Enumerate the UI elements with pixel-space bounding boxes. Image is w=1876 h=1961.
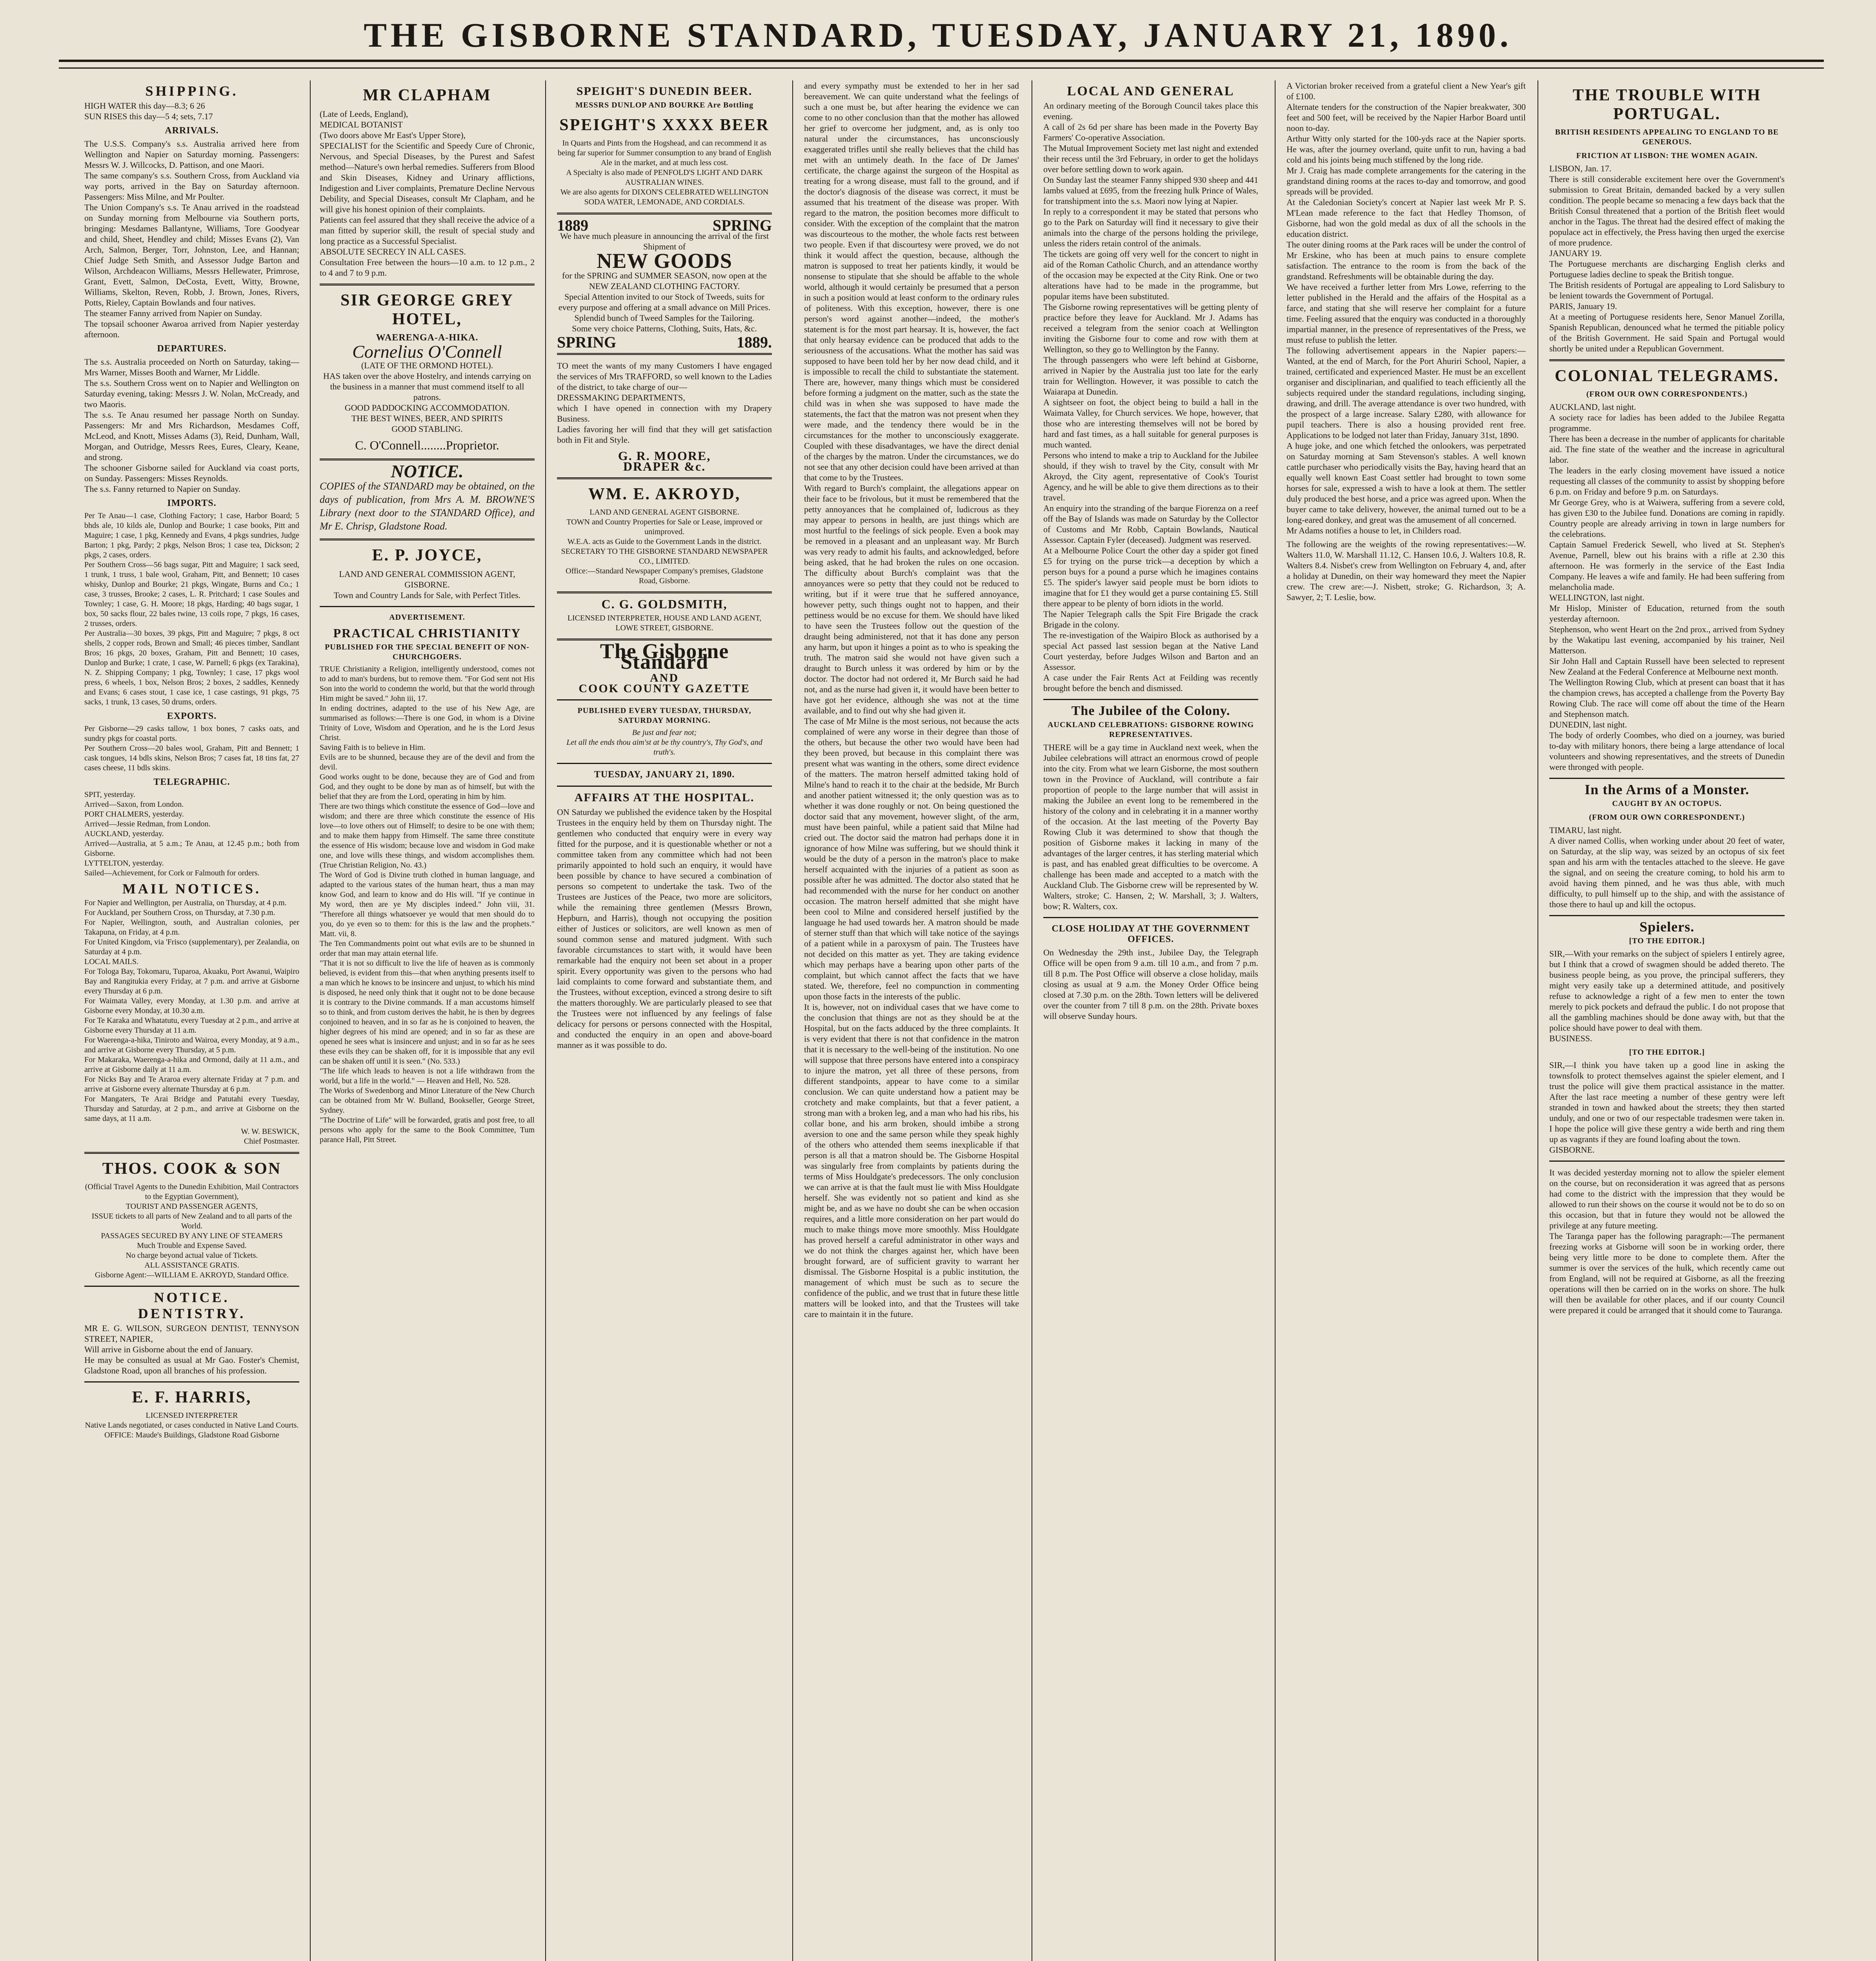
column-local-news bbox=[1043, 80, 1258, 1961]
grey-hotel-location: WAERENGA-A-HIKA. bbox=[376, 333, 479, 343]
divider bbox=[557, 699, 772, 700]
speight-text: In Quarts and Pints from the Hogshead, and can recommend it as being far superior for Summer consumption to any brand of English Ale in the market, and at much less cost. A Specialty is also made of PENFOLD'S LIGHT AND DARK AUSTRALIAN WINES. We are also agents for DIXON'S CELEBRATED WELLINGTON SODA WATER, LEMONADE, AND CORDIALS. bbox=[557, 139, 772, 206]
dressmaking-text: TO meet the wants of my many Customers I have engaged the services of Mrs TRAFFORD, so well known to the Ladies of the district, to take charge of our— DRESSMAKING DEPARTMENTS, which I have opened in connection with my Drapery Business. Ladies favoring her will find that they will get satisfaction both in Fit and Style. bbox=[557, 361, 772, 445]
telegraphic-text: SPIT, yesterday. Arrived—Saxon, from London. PORT CHALMERS, yesterday. Arrived—Jessie Redman, from London. AUCKLAND, yesterday. Arrived—Australia, at 5 a.m.; Te Anau, at 12.45 p.m.; both from Gisborne. LYTTELTON, yesterday. Sailed—Achievement, for Cork or Falmouth for orders. bbox=[84, 790, 299, 877]
masthead-rule-thin bbox=[59, 67, 1824, 69]
column-divider bbox=[545, 80, 546, 1961]
mail-signature: W. W. BESWICK, Chief Postmaster. bbox=[241, 1127, 299, 1146]
speight-brand: SPEIGHT'S XXXX BEER bbox=[559, 116, 770, 134]
tides: HIGH WATER this day—8.3; 6 26 SUN RISES this day—5 4; sets, 7.17 bbox=[84, 101, 213, 121]
column-ads-editorial bbox=[557, 80, 772, 1961]
jubilee-crews-text: The following are the weights of the rowing representatives:—W. Walters 11.0, W. Marshall 11.12, C. Hansen 10.6, J. Walters 10.8, R. Walters 8.4. Nisbet's crew from Wellington on February 4, and, after a holiday at Dunedin, on their way homeward they meet the Napier crew. The crew are:—J. Nisbett, stroke; G. Richardson, 3; A. Sawyer, 2; T. Leslie, bow. bbox=[1286, 539, 1526, 602]
divider bbox=[1043, 917, 1258, 918]
column-divider bbox=[1275, 80, 1276, 1961]
speight-heading: SPEIGHT'S DUNEDIN BEER. bbox=[576, 85, 753, 98]
jubilee-heading: The Jubilee of the Colony. bbox=[1071, 704, 1230, 718]
departures-text: The s.s. Australia proceeded on North on Saturday, taking—Mrs Warner, Misses Booth and Warner, Mr Liddle. The s.s. Southern Cross went on to Napier and Wellington on Saturday evening, taking: Messrs J. W. Nolan, McCready, and two Maoris. The s.s. Te Anau resumed her passage North on Sunday. Passengers: Mr and Mrs Richardson, Mesdames Coff, McLeod, and Knott, Misses Adams (3), Reid, Dunham, Wall, Morgan, and Outridge, Messrs Rees, Eures, Cleary, Keane, and strong. The schooner Gisborne sailed for Auckland via coast ports, on Sunday. Passengers: Misses Reynolds. The s.s. Fanny returned to Napier on Sunday. bbox=[84, 357, 299, 494]
harris-text: LICENSED INTERPRETER Native Lands negotiated, or cases conducted in Native Land Courts. OFFICE: Maude's Buildings, Gladstone Road Gisborne bbox=[85, 1411, 299, 1439]
season-footer-name: SPRING bbox=[557, 333, 617, 351]
portugal-text: LISBON, Jan. 17. There is still considerable excitement here over the Government's submission to Great Britain, demanded backed by a very sullen condition. The people became so menacing a few days back that the British Consul threatened that a portion of the British fleet would anchor in the Tagus. The threat had the desired effect of making the populace act in effectively, the Press having then urged the exercise of more prudence. JANUARY 19. The Portuguese merchants are discharging English clerks and Portuguese ladies decline to speak the British tongue. The British residents of Portugal are appealing to Lord Salisbury to be lenient towards the Government of Portugal. PARIS, January 19. At a meeting of Portuguese residents here, Senor Manuel Zorilla, Spanish Republican, denounced what he termed the pitiable policy of the British Government. He said Spain and Portugal would shortly be united under a Republican Government. bbox=[1549, 164, 1785, 353]
portugal-subheading: BRITISH RESIDENTS APPEALING TO ENGLAND TO BE GENEROUS. bbox=[1555, 128, 1779, 146]
spielers-heading: Spielers. bbox=[1639, 919, 1694, 935]
exports-text: Per Gisborne—29 casks tallow, 1 box bones, 7 casks oats, and sundry pkgs for coastal ports. Per Southern Cross—20 bales wool, Graham, Pitt and Bennett; 1 cask tongues, 14 bdls skins, Nelson Bros; 7 cases fat, 18 tins fat, 27 cases cheese, 11 bdls skins. bbox=[84, 724, 299, 772]
divider bbox=[557, 353, 772, 355]
jubilee-text: THERE will be a gay time in Auckland next week, when the Jubilee celebrations will attract an enormous crowd of people into the city. From what we learn Gisborne, the most southern town in the Province of Auckland, will contribute a fair proportion of people to the large number that will assist in making the Jubilee an event long to be remembered in the history of the colony and in celebrating it in a manner worthy of the occasion. At the last meeting of the Poverty Bay Rowing Club it was determined to show that though the position of Gisborne makes it lacking in many of the advantages of the larger centres, it has sterling material which is past, and has enabled great difficulties to be overcome. A challenge has been made and accepted to a match with the Auckland Club. The Gisborne crew will be represented by W. Walters, stroke; C. Hansen, 2; W. Marshall, 3; J. Walters, bow; R. Walters, cox. bbox=[1043, 742, 1258, 911]
divider bbox=[557, 591, 772, 593]
editor-label: [TO THE EDITOR.] bbox=[1629, 937, 1705, 945]
clapham-heading: MR CLAPHAM bbox=[363, 86, 491, 104]
clapham-text: (Late of Leeds, England), MEDICAL BOTANIST (Two doors above Mr East's Upper Store), SPECIALIST for the Scientific and Speedy Cure of Chronic, Nervous, and Special Diseases, by the Purest and Safest method—Nature's own herbal remedies. Sufferers from Blood and Skin Diseases, Kidney and Urinary afflictions, Indigestion and Liver complaints, Premature Decline Nervous Debility, and Special Diseases, consult Mr Clapham, and he will give his honest opinion of their complaints. Patients can feel assured that they shall receive the advice of a man fitted by superior skill, the result of special study and long practice as a Successful Specialist. ABSOLUTE SECRECY IN ALL CASES. Consultation Free between the hours—10 a.m. to 12 p.m., 2 to 4 and 7 to 9 p.m. bbox=[320, 109, 535, 278]
cook-title: THOS. COOK & SON bbox=[102, 1160, 282, 1178]
christianity-text: TRUE Christianity a Religion, intelligently understood, comes not to add to man's burdens, but to remove them. "For God sent not His Son into the world to condemn the world, but that the world through Him might be saved." John iii, 17. In ending doctrines, adapted to the use of his New Age, are summarised as follows:—There is one God, in whom is a Divine Trinity of Love, Wisdom and Operation, and he is the Lord Jesus Christ. Saving Faith is to believe in Him. Evils are to be shunned, because they are of the devil and from the devil. Good works ought to be done, because they are of God and from God, and they ought to be done by man as of himself, but with the belief that they are from the Lord, operating in him by him. There are two things which constitute the essence of God—love and wisdom; and there are three which constitute the essence of His love—to love others out of Himself; to desire to be one with them; and to make them happy from Himself. The same three constitute the essence of His wisdom; because love and wisdom in God make one, and love wills these things, and wisdom accomplishes them. (True Christian Religion, No. 43.) The Word of God is Divine truth clothed in human language, and adapted to the various states of the human heart, thus a man may know God, and learn to know and do His will. "If ye continue in My word, then are ye My disciples indeed." John viii, 31. "Therefore all things whatsoever ye would that men should do to you, do ye even so to them: for this is the law and the prophets." Matt. vii, 8. The Ten Commandments point out what evils are to be shunned in order that man may attain eternal life. "That it is not so difficult to live the life of heaven as is commonly believed, is evident from this—that when anything presents itself to a man which he knows to be insincere and unjust, to which his mind is disposed, he need only think that it ought not to be done because it is contrary to the Divine commands. If a man accustoms himself so to think, and from custom derives the habit, he is then by degrees conjoined to heaven, and in so far as he is conjoined to heaven, the higher degrees of his mind are opened; and in so far as these are opened he sees what is insincere and unjust; and in so far as he sees these evils they can be shaken off, for it is impossible that any evil can be shaken off until it is seen." (No. 533.) "The life which leads to heaven is not a life withdrawn from the world, but a life in the world." — Heaven and Hell, No. 528. The Works of Swedenborg and Minor Literature of the New Church can be obtained from Mr W. Bulland, Bookseller, George Street, Sydney. "The Doctrine of Life" will be forwarded, gratis and post free, to all persons who apply for the same to the Book Committee, Tum parance Hall, Pitt Street. bbox=[320, 665, 535, 1144]
mail-heading: MAIL NOTICES. bbox=[122, 881, 262, 897]
monster-subheading-2: (FROM OUR OWN CORRESPONDENT.) bbox=[1589, 813, 1745, 822]
departures-heading: DEPARTURES. bbox=[157, 344, 227, 354]
christianity-subheading: PUBLISHED FOR THE SPECIAL BENEFIT OF NON-CHURCHGOERS. bbox=[325, 643, 530, 661]
divider bbox=[1549, 915, 1785, 916]
joyce-heading: E. P. JOYCE, bbox=[372, 546, 482, 564]
jubilee-subheading: AUCKLAND CELEBRATIONS: GISBORNE ROWING REPRESENTATIVES. bbox=[1047, 720, 1254, 739]
column-divider bbox=[792, 80, 793, 1961]
divider bbox=[84, 1152, 299, 1154]
spielers-letter: SIR,—With your remarks on the subject of spielers I entirely agree, but I think that a crowd of swagmen should be added thereto. The business people being, as you prove, the principal sufferers, they might very easily take up a determined attitude, and positively refuse to acknowledge a right of a few men to enter the town merely to pick pockets and defraud the public. I do not propose that all the gambling machines should be done away with, but that the police should have power to deal with them. BUSINESS. bbox=[1549, 949, 1785, 1043]
divider bbox=[1043, 699, 1258, 700]
divider bbox=[1549, 1161, 1785, 1162]
dentistry-text: MR E. G. WILSON, SURGEON DENTIST, TENNYSON STREET, NAPIER, Will arrive in Gisborne about the end of January. He may be consulted as usual at Mr Gao. Foster's Chemist, Gladstone Road, upon all branches of his profession. bbox=[84, 1323, 299, 1375]
speight-subheading: MESSRS DUNLOP AND BOURKE Are Bottling bbox=[575, 101, 753, 109]
imports-text: Per Te Anau—1 case, Clothing Factory; 1 case, Harbor Board; 5 bhds ale, 10 kilds ale, Dunlop and Bourke; 1 case books, Pitt and Maguire; 1 case, 1 pkg, Kennedy and Evans, 4 pkgs sundries, Judge Barton; 1 pkg, Pardy; 2 pkgs, Nelson Bros; 1 case tea, Dickson; 2 pkgs, 2 cases, orders. Per Southern Cross—56 bags sugar, Pitt and Maguire; 1 sack seed, 1 trunk, 1 truss, 1 bale wool, Graham, Pitt, and Bennett; 10 cases whisky, Dunlop and Bourke; 21 pkgs, Wingate, Burns and Co.; 1 case, 3 trusses, Brooke; 2 cases, L. R. Pritchard; 1 case Soules and Townley; 1 case, G. H. Moore; 18 pkgs, Harding; 40 bags sugar, 1 box, 50 sacks flour, 22 bales twine, 13 coils rope, 7 pkgs, 16 cases, 2 trusses, orders. Per Australia—30 boxes, 39 pkgs, Pitt and Maguire; 7 pkgs, 8 oct shells, 2 copper rods, Brown and Small; 46 pieces timber, Sandlant Bros; 16 pkgs, 20 boxes, Graham, Pitt and Bennett; 10 cases, Dunlop and Burke; 1 crate, 1 case, W. Parnell; 6 pkgs (ex Tarakina), N. Z. Shipping Company; 1 pkg, Townley; 1 case, 17 pkgs wool press, 6 wheels, 1 box, Nelson Bros; 2 boxes, 2 saddles, Kennedy and Evans; 6 cases stout, 1 case ice, 1 case castings, 91 pkgs, 75 sacks, 1 trunk, 13 cases, 50 drums, orders. bbox=[84, 511, 299, 706]
divider bbox=[320, 538, 535, 540]
joyce-text: LAND AND GENERAL COMMISSION AGENT, GISBORNE. Town and Country Lands for Sale, with Perfect Titles. bbox=[333, 569, 521, 600]
local-heading: LOCAL AND GENERAL bbox=[1067, 84, 1235, 98]
shipping-heading: SHIPPING. bbox=[145, 83, 238, 99]
paper-title: The Gisborne Standard bbox=[600, 639, 729, 673]
colonial-heading: COLONIAL TELEGRAMS. bbox=[1554, 367, 1779, 385]
exports-heading: EXPORTS. bbox=[167, 711, 217, 721]
new-goods-title: NEW GOODS bbox=[597, 249, 732, 273]
grey-hotel-heading: SIR GEORGE GREY HOTEL, bbox=[340, 291, 514, 328]
column-telegrams bbox=[1549, 80, 1785, 1961]
notice-text: COPIES of the STANDARD may be obtained, on the days of publication, from Mrs A. M. BROWNE'S Library (next door to the STANDARD Office), and Mr E. Chrisp, Gladstone Road. bbox=[320, 480, 535, 532]
divider bbox=[1549, 778, 1785, 779]
arrivals-heading: ARRIVALS. bbox=[165, 126, 219, 136]
akroyd-text: LAND AND GENERAL AGENT GISBORNE. TOWN and Country Properties for Sale or Lease, improved or unimproved. W.E.A. acts as Guide to the Government Lands in the district. SECRETARY TO THE GISBORNE STANDARD NEWSPAPER CO., LIMITED. Office:—Standard Newspaper Company's premises, Gladstone Road, Gisborne. bbox=[561, 508, 768, 585]
monster-heading: In the Arms of a Monster. bbox=[1585, 782, 1749, 797]
divider bbox=[1549, 359, 1785, 361]
notice-heading: NOTICE. bbox=[154, 1290, 230, 1305]
divider bbox=[320, 606, 535, 607]
colonial-subheading: (FROM OUR OWN CORRESPONDENTS.) bbox=[1586, 390, 1748, 398]
portugal-heading: THE TROUBLE WITH PORTUGAL. bbox=[1572, 86, 1761, 123]
hospital-article: ON Saturday we published the evidence taken by the Hospital Trustees in the enquiry held by them on Thursday night. The gentlemen who conducted that enquiry were in every way fitted for the purpose, and it is questionable whether or not a committee taken from any committee which had not been primarily appointed to hold such an enquiry, it would have been possible by chance to have secured a combination of persons so competent to undertake the task. Two of the Trustees are Justices of the Peace, two more are solicitors, while the remaining three gentlemen (Messrs Brown, Hepburn, and Harris), though not occupying the position either of Justices or solicitors, are well known as men of sound common sense and matured judgment. With such favorable circumstances to start with, it would have been remarkable had the enquiry not been set about in a proper spirit. Every opportunity was given to the persons who had laid complaints to come forward and substantiate them, and the Trustees, without exception, evinced a strong desire to sift the matters thoroughly. We are particularly pleased to see that the Trustees were not influenced by any feelings of false delicacy for persons or persons connected with the Hospital, and conducted the enquiry in an open and above-board manner as it was possible to do. bbox=[557, 807, 772, 1050]
victorian-text: A Victorian broker received from a grateful client a New Year's gift of £100. Alternate tenders for the construction of the Napier breakwater, 300 feet and 500 feet, will be received by the Napier Harbor Board until noon to-day. Arthur Witty only started for the 100-yds race at the Napier sports. He was, after the journey overland, quite unfit to run, having a bad cold and his joints being much stiffened by the long ride. Mr J. Craig has made complete arrangements for the catering in the grandstand dining rooms at the races to-day and tomorrow, and good spreads will be provided. At the Caledonian Society's concert at Napier last week Mr P. S. M'Lean made reference to the fact that Hedley Thomson, of Gisborne, had won the gold medal as dux of all the schools in the education district. The outer dining rooms at the Park races will be under the control of Mr Erskine, who has been at much pains to ensure complete satisfaction. The entrance to the room is from the back of the grandstand. Refreshments will be obtainable during the day. We have received a further letter from Mrs Lowe, referring to the letter published in the Herald and the affairs of the Hospital as a farce, and stating that she will reserve her complaint for a future time. Feeling assured that the enquiry was conducted in a thoroughly impartial manner, in the presence of representatives of the Press, we must refuse to publish the letter. The following advertisement appears in the Napier papers:—Wanted, at the end of March, for the Port Ahuriri School, Napier, a trained, certificated and experienced Master. He must be an excellent organiser and disciplinarian, and qualified to teach efficiently all the subjects required under the standard regulations, including singing, drawing, and drill. The average attendance is over two hundred, with the prospect of a large increase. Salary £280, with allowance for pupil teachers. There is also a housing provided rent free. Applications to be lodged not later than Friday, January 31st, 1890. A huge joke, and one which fetched the onlookers, was perpetrated on Saturday morning at Sam Stevenson's stables. A well known cattle purchaser who periodically visits the Bay, having heard that an equally well known East Coast settler had brought to town some horses for sale, expressed a wish to have a look at them. The settler duly produced the best horse, and a price was agreed upon. When the buyer came to take delivery, however, the animal turned out to be a long-eared donkey, and great was the amusement of all concerned. Mr Adams notifies a house to let, in Childers road. bbox=[1286, 81, 1526, 535]
paper-subtitle: AND COOK COUNTY GAZETTE bbox=[579, 671, 750, 695]
portugal-subheading-2: FRICTION AT LISBON: THE WOMEN AGAIN. bbox=[1576, 151, 1758, 160]
season-text: We have much pleasure in announcing the arrival of the first Shipment of bbox=[560, 231, 769, 251]
advertisement-label: ADVERTISEMENT. bbox=[389, 613, 465, 622]
divider bbox=[557, 763, 772, 764]
motto: Be just and fear not; Let all the ends thou aim'st at be thy country's, Thy God's, and truth's. bbox=[566, 728, 762, 757]
season-details: for the SPRING and SUMMER SEASON, now open at the NEW ZEALAND CLOTHING FACTORY. Special Attention invited to our Stock of Tweeds, suits for every purpose and offering at a small advance on Mill Prices. Splendid bunch of Tweed Samples for the Tailoring. Some very choice Patterns, Clothing, Suits, Hats, &c. bbox=[558, 271, 771, 333]
goldsmith-text: LICENSED INTERPRETER, HOUSE AND LAND AGENT, LOWE STREET, GISBORNE. bbox=[567, 614, 762, 632]
divider bbox=[84, 1286, 299, 1287]
grey-hotel-text: (LATE OF THE ORMOND HOTEL). HAS taken over the above Hostelry, and intends carrying on the business in a manner that must commend itself to all patrons. GOOD PADDOCKING ACCOMMODATION. THE BEST WINES, BEER, AND SPIRITS GOOD STABLING. bbox=[323, 360, 531, 434]
season-header bbox=[557, 216, 772, 234]
divider bbox=[320, 284, 535, 286]
season-footer bbox=[557, 333, 772, 351]
hospital-heading: AFFAIRS AT THE HOSPITAL. bbox=[574, 791, 755, 804]
divider bbox=[320, 458, 535, 460]
spieler-paragraph: It was decided yesterday morning not to allow the spieler element on the course, but on reconsideration it was agreed that as persons had come to the district with the impression that they would be allowed to run their shows on the course it would not be to do so on this occasion, but that in future they would not be allowed the privilege at any future meeting. The Taranga paper has the following paragraph:—The permanent freezing works at Gisborne will soon be in working order, there being very little more to be done to complete them. After the summer is over the services of the hulk, which recently came out from England, will not be required at Gisborne, as all the freezing operations will then be carried on in the works on shore. The hulk will then be available for other places, and if our county Council were prepared it could be arranged that it should come to Tauranga. bbox=[1549, 1168, 1785, 1315]
close-holiday-text: On Wednesday the 29th inst., Jubilee Day, the Telegraph Office will be open from 9 a.m. till 10 a.m., and from 7 p.m. till 8 p.m. The Post Office will observe a close holiday, mails closing as usual at 9 a.m. the Money Order Office being closed at 7.30 p.m. on the 28th. Town letters will be delivered over the counter from 7 till 8 p.m. on the 28th. Private boxes will observe Sunday hours. bbox=[1043, 948, 1258, 1021]
close-holiday-heading: CLOSE HOLIDAY AT THE GOVERNMENT OFFICES. bbox=[1052, 924, 1250, 944]
monster-subheading: CAUGHT BY AN OCTOPUS. bbox=[1612, 799, 1722, 808]
dateline: TUESDAY, JANUARY 21, 1890. bbox=[594, 769, 735, 780]
imports-heading: IMPORTS. bbox=[167, 498, 217, 508]
arrivals-text: The U.S.S. Company's s.s. Australia arrived here from Wellington and Napier on Saturday morning. Passengers: Messrs W. J. Willcocks, D. Pattison, and one Maori. The same company's s.s. Southern Cross, from Auckland via way ports, arrived in the Bay on Saturday afternoon. Passengers: Miss Milne, and Mr Poulter. The Union Company's s.s. Te Anau arrived in the roadstead on Sunday morning from Melbourne via Southern ports, bringing: Mesdames Ballantyne, Williams, Tore Goodyear and child, Sheet, Hendley and child; Misses Evans (2), Van Arch, Salmon, Berger, Torr, Johnston, Lee, and Hannan; Chief Judge Seth Smith, and Assessor Judge Barton and Wilson, Archdeacon Williams, Messrs Hellewater, Primrose, Grant, Evett, Salmon, DeCosta, Evett, Witty, Browne, Williams, Skelton, Reven, Robb, J. Brown, Jones, Rivers, Potts, Rieley, Captain Bowlands and four natives. The steamer Fanny arrived from Napier on Sunday. The topsail schooner Awaroa arrived from Napier yesterday afternoon. bbox=[84, 139, 299, 339]
divider bbox=[557, 477, 772, 479]
oconnell-name: Cornelius O'Connell bbox=[352, 342, 502, 362]
divider bbox=[84, 1381, 299, 1383]
akroyd-heading: WM. E. AKROYD, bbox=[588, 485, 741, 503]
column-local-news-2 bbox=[1286, 80, 1526, 1961]
season-name: SPRING bbox=[712, 216, 772, 234]
goldsmith-heading: C. G. GOLDSMITH, bbox=[601, 597, 728, 611]
season-footer-year: 1889. bbox=[737, 333, 772, 351]
publication-days: PUBLISHED EVERY TUESDAY, THURSDAY, SATURDAY MORNING. bbox=[577, 706, 751, 725]
column-shipping bbox=[84, 80, 299, 1961]
masthead: THE GISBORNE STANDARD, TUESDAY, JANUARY 21, 1890. bbox=[364, 16, 1512, 55]
hospital-article-continued: and every sympathy must be extended to her in her sad bereavement. We can quite understand what the feelings of such a one must be, but after hearing the evidence we can come to no other conclusion than that the mother has allowed her grief to overcome her judgment, and, as is only too natural under the circumstances, has unconsciously exaggerated trifles until she really believes that the child has met with an untimely death. In the face of Dr James' certificate, the charge against the surgeon of the Hospital as treating for a wrong disease, must fall to the ground, and if the doctor's diagnosis of the disease was correct, it must be assumed that his treatment of the disease was proper. With regard to the matron, the position becomes more difficult to consider. With the exception of the complaint that the matron was discourteous to the mother, the whole facts rest between two people. Even if that discourtesy were proved, we do not think it would affect the question, because, although the matron is supposed to treat her patients kindly, it would be nonsense to stipulate that she should be affable to the whole world, although it would certainly be presumed that a person in such a position would at least conform to the ordinary rules of politeness. With this exception, however, there is one person's word against another—indeed, the mother's statement is for the most part hearsay. It is, however, the fact that only hearsay evidence can be produced that adds to the seriousness of the accusations. What the mother has said was supposed to have been told her by her now dead child, and it is impossible to recall the child to substantiate the statement. There are, however, many things which must be considered before forming a judgment on the matter, such as the state the child was in when she was supposed to have made the statements, the fact that the matron was not present when they were made, and the tendency there would be in the circumstances for the mother to unconsciously exaggerate. Coupled with these disadvantages, we have the direct denial of the charges by the matron. Under the circumstances, we do not see that any other decision could have been arrived at than that come to by the Trustees. With regard to Burch's complaint, the allegations appear on their face to be frivolous, but it must be remembered that the petty annoyances that he complained of, ludicrous as they may appear to persons in health, are just things which are most hurtful to the feelings of sick people. Even a book may be removed in a pleasant and an unpleasant way. Mr Burch was very ready to admit his faults, and acknowledged, before being asked, that he had broken the rules on one occasion. The difficulty about Burch's complaint was that the annoyances were so petty that they could not be reduced to writing, but if it were true that he suffered annoyance, however petty, such things ought not to happen, and their pettiness would be no excuse for them. We should have liked to have seen the Trustees follow out the question of the draught being administered, not that it has done any person any harm, but upon it hinges a point as to who is speaking the truth. The matron said she would not have given such a draught to Burch unless it was ordered by him or by the doctor. The doctor had not ordered it, Mr Burch said he had not, and as the nurse had given it, it would have been better to have got her evidence, although she was not at the time available, and to find out why she had given it. The case of Mr Milne is the most serious, not because the acts complained of were any worse in their degree than those of the others, but because the other two would have been had they been proved, but because in this complaint there was present what was wanting in the others, some direct evidence of the matters. The matron herself admitted taking hold of Milne's hand to reach it to the chair at the bedside, Mr Burch and another patient witnessed it; the only question was as to whether it was done roughly or not. On being questioned the doctor said that any movement, however slight, of the arm, must have been painful, while a patient said that Milne had cried out. The doctor said the matron had perhaps done it in ignorance of how Milne was suffering, but we should think it would be the duty of a person in the matron's place to make herself acquainted with the injuries of a patient as soon as possible after he was admitted. The doctor also stated that he had recommended with the nurse for her conduct on another occasion. The matron herself admitted that she might have been cool to Milne and considered herself justified by the language he had used towards her. A matron should be made of sterner stuff than that which will take notice of the sayings of a patient while in a paroxysm of pain. The Trustees have not decided on this matter as yet. They are taking evidence which may perhaps have a bearing upon other parts of the complaint, but which cannot affect the facts that we have stated. We, therefore, feel no compunction in commenting upon those facts in the interests of the public. It is, however, not on individual cases that we have come to the conclusion that things are not as they should be at the Hospital, but on the facts adduced by the three complaints. It is very evident that there is not that confidence in the matron that it is necessary to the well-being of the institution. No one will suppose that three persons have entered into a conspiracy to injure the matron, yet all three of these persons, from different standpoints, appear to have come to a similar conclusion. We can quite understand how a patient may be crotchety and make complaints, but that a fever patient, a strong man with a broken leg, and a man who had his ribs, his collar bone, and his arm broken, should imbibe a strong aversion to one and the same person while they speak highly of the others who attended them seems inexplicable if that person is all that a matron should be. The Gisborne Hospital was singularly free from complaints by patients during the terms of Miss Houldgate's predecessors. The only conclusion we can arrive at is that the fault must lie with Miss Houldgate herself. She was evidently not so patient and kind as she might be, and as we have no doubt she can be when occasion requires, and a little more consideration on her part would do much to make things move more smoothly. Miss Houldgate has proved herself a careful administrator in other ways and we do not think the charges against her, which have been brought forward, are of sufficient gravity to warrant her dismissal. The Gisborne Hospital is a public institution, the management of which must be such as to secure the confidence of the public, and we trust that in future these little matters will be looked into, and that the Trustees will take care to maintain it in the future. bbox=[804, 81, 1019, 1319]
colonial-text: AUCKLAND, last night. A society race for ladies has been added to the Jubilee Regatta programme. There has been a decrease in the number of applicants for charitable aid. The fine state of the weather and the increase in agricultural labor. The leaders in the early closing movement have issued a notice requesting all classes of the community to assist by shopping before 6 p.m. on Friday and before 9 p.m. on Saturdays. Mr George Grey, who is at Waiwera, suffering from a severe cold, has given £30 to the Jubilee fund. Donations are coming in rapidly. Country people are already arriving in town in large numbers for the celebrations. Captain Samuel Frederick Sewell, who lived at St. Stephen's Avenue, Parnell, blew out his brains with a rifle at 2.30 this afternoon. He was formerly in the service of the East India Company. He leaves a wife and family. He had been suffering from melancholia made. WELLINGTON, last night. Mr Hislop, Minister of Education, returned from the south yesterday afternoon. Stephenson, who went Heart on the 2nd prox., arrived from Sydney by the Wakatipu last evening, accompanied by his trainer, Neil Matterson. Sir John Hall and Captain Russell have been selected to represent New Zealand at the Federal Conference at Melbourne next month. The Wellington Rowing Club, which at present can boast that it has the champion crews, has accepted a challenge from the Poverty Bay Rowing Club. The race will come off about the time of the Hearn and Stephenson match. DUNEDIN, last night. The body of orderly Coombes, who died on a journey, was buried to-day with military honors, there being a large attendance of local volunteers and showing representatives, and the streets of Dunedin were thronged with people. bbox=[1549, 402, 1785, 772]
editor-label-2: [TO THE EDITOR.] bbox=[1629, 1048, 1705, 1057]
monster-text: TIMARU, last night. A diver named Collis, when working under about 20 feet of water, on Saturday, at the slip way, was seized by an octopus of six feet span and his arm with the tentacles attached to the sleeve. He gave the signal, and on seeing the creature coming, to hold his arm to avoid having them pinned, and he was thus able, with much difficulty, to pull himself up to the ship, and with the assistance of those there to haul up and kill the octopus. bbox=[1549, 825, 1785, 909]
notice-heading: NOTICE. bbox=[391, 461, 464, 481]
divider bbox=[557, 213, 772, 215]
harris-heading: E. F. HARRIS, bbox=[132, 1388, 252, 1406]
moore-signature: G. R. MOORE, DRAPER &c. bbox=[618, 449, 711, 473]
cook-text: (Official Travel Agents to the Dunedin Exhibition, Mail Contractors to the Egyptian Government), TOURIST AND PASSENGER AGENTS, ISSUE tickets to all parts of New Zealand and to all parts of the World. PASSAGES SECURED BY ANY LINE OF STEAMERS Much Trouble and Expense Saved. No charge beyond actual value of Tickets. ALL ASSISTANCE GRATIS. Gisborne Agent:—WILLIAM E. AKROYD, Standard Office. bbox=[85, 1182, 299, 1279]
column-advertisements bbox=[320, 80, 535, 1961]
telegraphic-heading: TELEGRAPHIC. bbox=[153, 777, 230, 787]
column-divider bbox=[310, 80, 311, 1961]
masthead-rule bbox=[59, 60, 1824, 62]
season-year: 1889 bbox=[557, 216, 588, 234]
christianity-heading: PRACTICAL CHRISTIANITY bbox=[333, 626, 521, 640]
column-editorial bbox=[804, 80, 1019, 1961]
dentistry-heading: DENTISTRY. bbox=[138, 1306, 246, 1321]
mail-text: For Napier and Wellington, per Australia, on Thursday, at 4 p.m. For Auckland, per Southern Cross, on Thursday, at 7.30 p.m. For Napier, Wellington, south, and Australian colonies, per Takapuna, on Friday, at 4 p.m. For United Kingdom, via 'Frisco (supplementary), per Zealandia, on Saturday at 4 p.m. LOCAL MAILS. For Tologa Bay, Tokomaru, Tuparoa, Akuaku, Port Awanui, Waipiro Bay and Rangitukia every Friday, at 7 p.m. and arrive at Gisborne every Thursday at 6 p.m. For Waimata Valley, every Monday, at 1.30 p.m. and arrive at Gisborne every Monday, at 10.30 a.m. For Te Karaka and Whatatutu, every Tuesday at 2 p.m., and arrive at Gisborne every Thursday at 11 a.m. For Waerenga-a-hika, Tiniroto and Wairoa, every Monday, at 9 a.m., and arrive at Gisborne every Thursday, at 5 p.m. For Makaraka, Waerenga-a-hika and Ormond, daily at 11 a.m., and arrive at Gisborne daily at 11 a.m. For Nicks Bay and Te Araroa every alternate Friday at 7 p.m. and arrive at Gisborne every alternate Thursday at 6 p.m. For Mangaters, Te Arai Bridge and Patutahi every Tuesday, Thursday and Saturday, at 2 p.m., and arrive at Gisborne on the same days, at 11 a.m. bbox=[84, 899, 299, 1123]
divider bbox=[557, 786, 772, 787]
spielers-letter-2: SIR,—I think you have taken up a good line in asking the townsfolk to protect themselves against the spieler element, and I trust the police will give them practical assistance in the matter. After the last race meeting a number of these gentry were left stranded in town and hawked about the streets; they then started unduly, and one or two of our respectable tradesmen were taken in. I hope the police will give these gentry a wide berth and ring them up as vagrants if they are found loafing about the town. GISBORNE. bbox=[1549, 1060, 1785, 1155]
grey-hotel-proprietor: C. O'Connell........Proprietor. bbox=[355, 438, 499, 452]
local-text: An ordinary meeting of the Borough Council takes place this evening. A call of 2s 6d per share has been made in the Poverty Bay Farmers' Co-operative Association. The Mutual Improvement Society met last night and extended their recess until the 3rd February, in order to get the holidays over before settling down to work again. On Sunday last the steamer Fanny shipped 930 sheep and 441 lambs valued at £695, from the freezing hulk Prince of Wales, for transhipment into the s.s. Maori now lying at Napier. In reply to a correspondent it may be stated that persons who go to the Park on Saturday will find it necessary to give their animals into the charge of the persons holding the privilege, unless the riders retain control of the animals. The tickets are going off very well for the concert to night in aid of the Roman Catholic Church, and an attendance worthy of the occasion may be expected at the City Rink. One or two alterations have had to be made in the programme, but popular items have been substituted. The Gisborne rowing representatives will be getting plenty of practice before they leave for Auckland. Mr J. Adams has received a telegram from the senior coach at Wellington inviting the Gisborne four to come and row with them at Wellington, so they go to Wellington by the Fanny. The through passengers who were left behind at Gisborne, arrived in Napier by the Australia just too late for the early train for Wellington. However, it was possible to catch the Waiarapa at Dunedin. A sightseer on foot, the object being to build a hall in the Waimata Valley, for Church services. We hope, however, that those who are interesting themselves will not be bored by hard and fast times, as a hall suitable for general purposes is much wanted. Persons who intend to make a trip to Auckland for the Jubilee should, if they wish to travel by the City, consult with Mr Akroyd, the City agent, representative of Cook's Tourist Agency, and he will be able to give them directions as to their travel. An enquiry into the stranding of the barque Fiorenza on a reef off the Bay of Islands was made on Saturday by the Collector of Customs and Mr Robb, Captain Bowlands, Nautical Assessor. Captain Fyler (deceased). Judgment was reserved. At a Melbourne Police Court the other day a spider got fined £5 for trying on the purse trick—a deception by which a person buys for a pound a purse which he imagines contains £5. The spider's lawyer said people must be born idiots to imagine that for £1 they would get a purse containing £5. Still there appear to be plenty of born idiots in the world. The Napier Telegraph calls the Spit Fire Brigade the crack Brigade in the colony. The re-investigation of the Waipiro Block as authorised by a special Act passed last session began at the Native Land Court yesterday, before Judges Wilson and Barton and an Assessor. A case under the Fair Rents Act at Feilding was recently brought before the bench and dismissed. bbox=[1043, 101, 1258, 693]
